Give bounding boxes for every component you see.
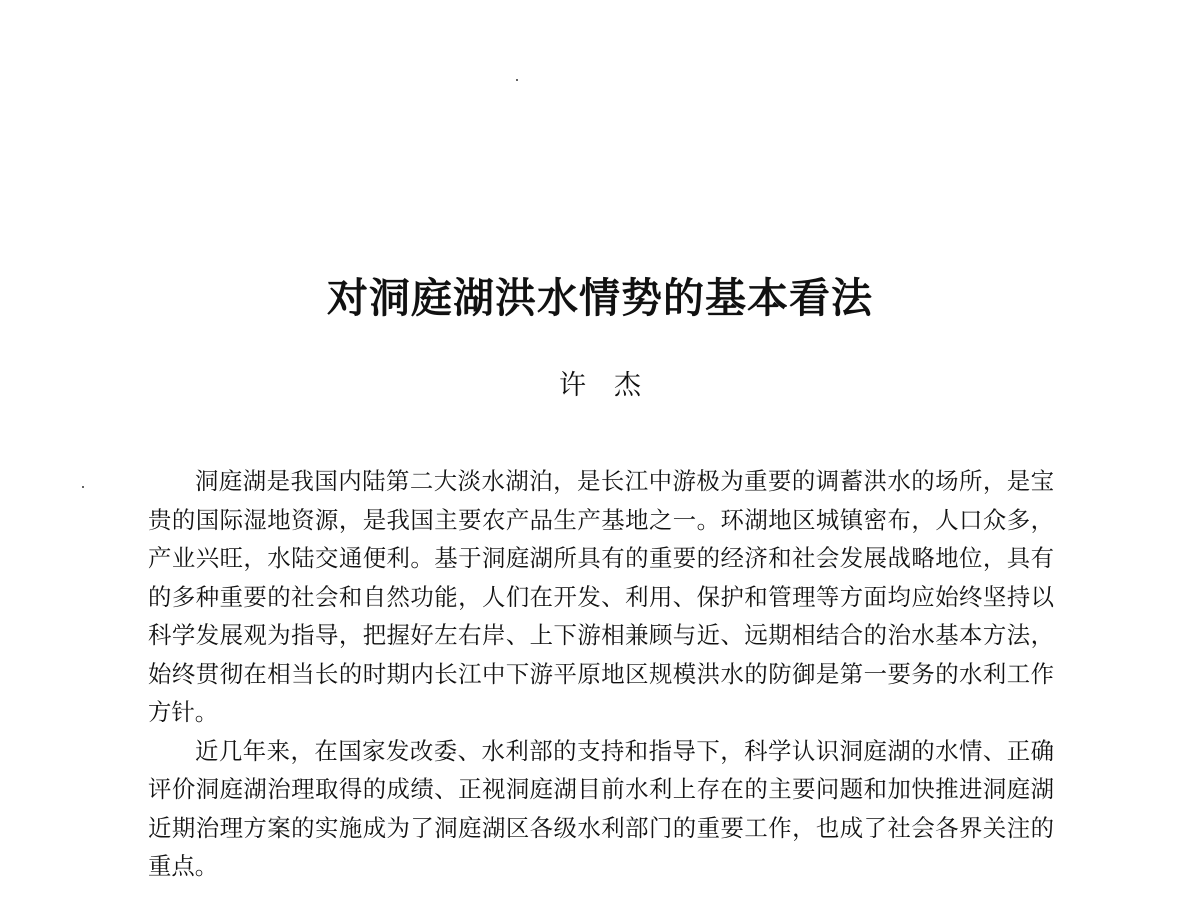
article-title: 对洞庭湖洪水情势的基本看法	[327, 274, 873, 322]
article-body	[148, 462, 1054, 886]
scan-speck	[516, 79, 518, 81]
scan-speck	[82, 486, 84, 488]
article-author: 许杰	[559, 370, 669, 401]
paragraph-2: 近几年来，在国家发改委、水利部的支持和指导下，科学认识洞庭湖的水情、正确评价洞庭湖治理取得的成绩、正视洞庭湖目前水利上存在的主要问题和加快推进洞庭湖近期治理方案的实施成为了洞庭湖区各级水利部门的重要工作，也成了社会各界关注的重点。	[148, 736, 1054, 880]
paragraph-1: 洞庭湖是我国内陆第二大淡水湖泊，是长江中游极为重要的调蓄洪水的场所，是宝贵的国际湿地资源，是我国主要农产品生产基地之一。环湖地区城镇密布，人口众多，产业兴旺，水陆交通便利。基于洞庭湖所具有的重要的经济和社会发展战略地位，具有的多种重要的社会和自然功能，人们在开发、利用、保护和管理等方面均应始终坚持以科学发展观为指导，把握好左右岸、上下游相兼顾与近、远期相结合的治水基本方法，始终贯彻在相当长的时期内长江中下游平原地区规模洪水的防御是第一要务的水利工作方针。	[148, 467, 1054, 726]
